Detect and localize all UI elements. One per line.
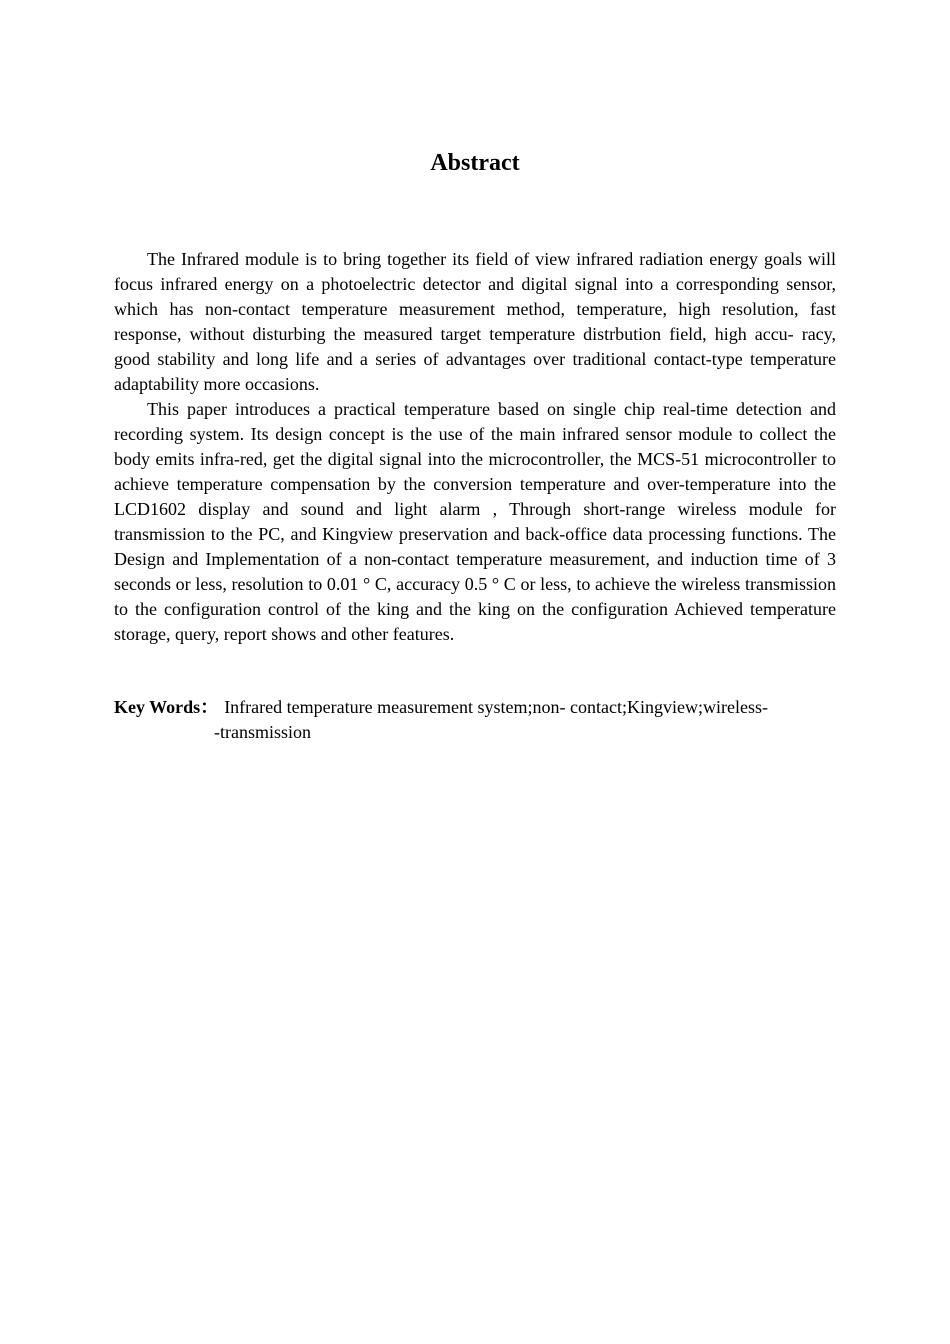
abstract-paragraph-2: This paper introduces a practical temperature based on single chip real-time detection and recording system. Its design concept is the use of the main infrared sensor module to collect the body emits infra-red, get the digital signal into the microcontroller, the MCS-51 microcontroller to achieve temperature compensation by the conversion temperature and over-temperature into the LCD1602 display and sound and light alarm , Through short-range wireless module for transmission to the PC, and Kingview preservation and back-office data processing functions. The Design and Implementation of a non-contact temperature measurement, and induction time of 3 seconds or less, resolution to 0.01 ° C, accuracy 0.5 ° C or less, to achieve the wireless transmission to the configuration control of the king and the king on the configuration Achieved temperature storage, query, report shows and other features. <box>114 399 836 644</box>
keywords-line-2 <box>114 720 836 745</box>
keywords-separator: ： <box>200 697 219 717</box>
keywords-line-1 <box>114 695 836 720</box>
abstract-paragraph-1: The Infrared module is to bring together its field of view infrared radiation energy goals will focus infrared energy on a photoelectric detector and digital signal into a corresponding sensor, which has non-contact temperature measurement method, temperature, high resolution, fast response, without disturbing the measured target temperature distrbution field, high accu- racy, good stability and long life and a series of advantages over traditional contact-type temperature adaptability more occasions. <box>114 249 836 394</box>
keywords-text-1: Infrared temperature measurement system;non- contact;Kingview;wireless- <box>224 697 768 717</box>
keywords-label: Key Words <box>114 697 201 717</box>
keywords-text-2: -transmission <box>214 722 311 742</box>
keywords-section <box>114 695 836 745</box>
abstract-body <box>114 247 836 647</box>
abstract-title: Abstract <box>430 150 520 176</box>
